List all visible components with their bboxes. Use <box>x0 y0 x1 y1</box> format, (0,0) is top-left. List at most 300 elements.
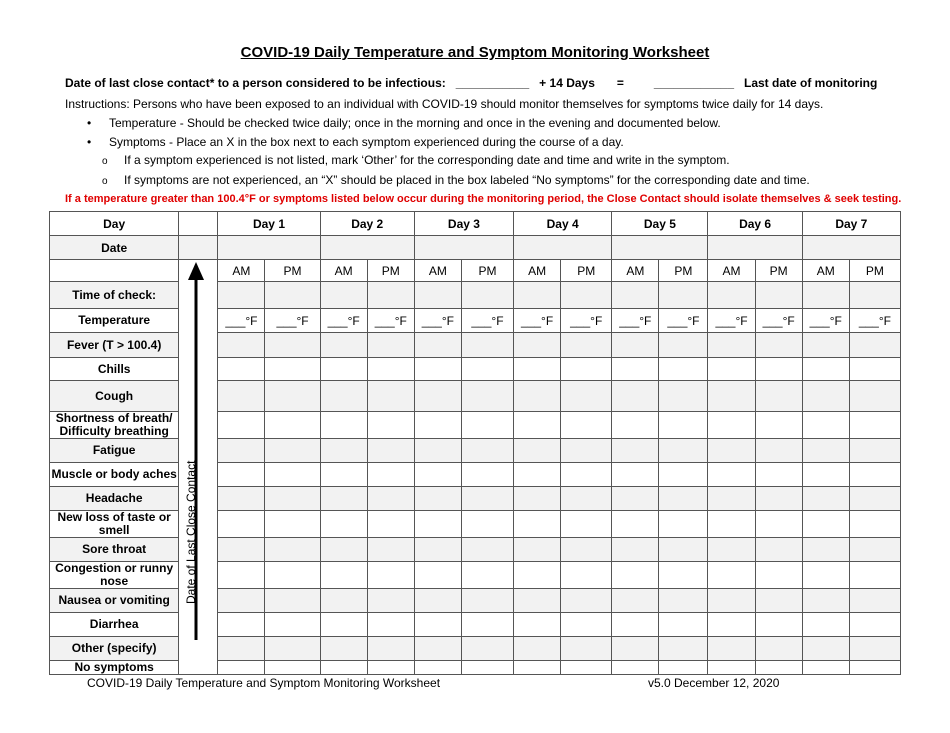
contact-line <box>65 76 877 90</box>
check-cell[interactable] <box>265 381 320 412</box>
check-cell[interactable] <box>612 487 659 511</box>
check-cell[interactable] <box>561 589 612 613</box>
last-contact-arrow-cell <box>179 260 218 675</box>
check-cell[interactable] <box>367 439 414 463</box>
check-cell[interactable] <box>659 412 708 439</box>
check-cell[interactable] <box>755 613 802 637</box>
check-cell[interactable] <box>461 358 513 381</box>
check-cell[interactable] <box>514 439 561 463</box>
check-cell[interactable] <box>461 333 513 358</box>
check-cell[interactable] <box>514 511 561 538</box>
check-cell[interactable] <box>755 637 802 661</box>
temperature-cell[interactable]: ___°F <box>514 309 561 333</box>
check-cell[interactable] <box>849 487 900 511</box>
check-cell[interactable] <box>612 381 659 412</box>
day-7-header: Day 7 <box>802 212 900 236</box>
temperature-cell[interactable]: ___°F <box>265 309 320 333</box>
check-cell[interactable] <box>612 511 659 538</box>
pm-label: PM <box>265 260 320 282</box>
row-label: Shortness of breath/ Difficulty breathing <box>50 412 179 439</box>
check-cell[interactable] <box>218 463 265 487</box>
table-row <box>50 538 901 562</box>
row-label: Diarrhea <box>50 613 179 637</box>
check-cell[interactable] <box>802 589 849 613</box>
table-row <box>50 309 901 333</box>
temperature-cell[interactable]: ___°F <box>802 309 849 333</box>
check-cell[interactable] <box>849 589 900 613</box>
check-cell[interactable] <box>802 661 849 675</box>
table-row <box>50 412 901 439</box>
check-cell[interactable] <box>320 661 367 675</box>
check-cell[interactable] <box>849 637 900 661</box>
check-cell[interactable] <box>320 637 367 661</box>
check-cell[interactable] <box>320 613 367 637</box>
date-input-day-4[interactable] <box>514 236 612 260</box>
check-cell[interactable] <box>461 538 513 562</box>
check-cell[interactable] <box>367 562 414 589</box>
check-cell[interactable] <box>802 487 849 511</box>
check-cell[interactable] <box>755 439 802 463</box>
check-cell[interactable] <box>849 661 900 675</box>
check-cell[interactable] <box>802 637 849 661</box>
check-cell[interactable] <box>320 562 367 589</box>
check-cell[interactable] <box>265 562 320 589</box>
check-cell[interactable] <box>561 637 612 661</box>
table-row <box>50 511 901 538</box>
check-cell[interactable] <box>414 487 461 511</box>
pm-label: PM <box>367 260 414 282</box>
check-cell[interactable] <box>367 358 414 381</box>
check-cell[interactable] <box>659 333 708 358</box>
temperature-cell[interactable]: ___°F <box>461 309 513 333</box>
check-cell[interactable] <box>708 589 755 613</box>
check-cell[interactable] <box>708 538 755 562</box>
check-cell[interactable] <box>849 613 900 637</box>
row-label: Congestion or runny nose <box>50 562 179 589</box>
check-cell[interactable] <box>659 562 708 589</box>
check-cell[interactable] <box>659 439 708 463</box>
check-cell[interactable] <box>659 487 708 511</box>
check-cell[interactable] <box>367 613 414 637</box>
check-cell[interactable] <box>708 487 755 511</box>
am-label: AM <box>708 260 755 282</box>
row-label: Other (specify) <box>50 637 179 661</box>
check-cell[interactable] <box>265 282 320 309</box>
check-cell[interactable] <box>612 637 659 661</box>
check-cell[interactable] <box>461 463 513 487</box>
check-cell[interactable] <box>612 562 659 589</box>
check-cell[interactable] <box>612 358 659 381</box>
check-cell[interactable] <box>612 589 659 613</box>
check-cell[interactable] <box>461 487 513 511</box>
check-cell[interactable] <box>612 613 659 637</box>
check-cell[interactable] <box>802 439 849 463</box>
check-cell[interactable] <box>265 613 320 637</box>
pm-label: PM <box>561 260 612 282</box>
check-cell[interactable] <box>561 613 612 637</box>
temperature-cell[interactable]: ___°F <box>612 309 659 333</box>
check-cell[interactable] <box>461 511 513 538</box>
table-row <box>50 463 901 487</box>
check-cell[interactable] <box>265 487 320 511</box>
row-label: Sore throat <box>50 538 179 562</box>
check-cell[interactable] <box>218 661 265 675</box>
row-label: Temperature <box>50 309 179 333</box>
check-cell[interactable] <box>755 282 802 309</box>
check-cell[interactable] <box>659 613 708 637</box>
last-date-blank[interactable]: ____________ <box>653 76 734 90</box>
check-cell[interactable] <box>514 661 561 675</box>
row-label: Muscle or body aches <box>50 463 179 487</box>
check-cell[interactable] <box>561 333 612 358</box>
row-label: New loss of taste or smell <box>50 511 179 538</box>
check-cell[interactable] <box>849 463 900 487</box>
check-cell[interactable] <box>514 538 561 562</box>
check-cell[interactable] <box>849 381 900 412</box>
check-cell[interactable] <box>320 412 367 439</box>
check-cell[interactable] <box>755 487 802 511</box>
check-cell[interactable] <box>218 589 265 613</box>
circle-bullet-icon: o <box>102 176 108 187</box>
check-cell[interactable] <box>514 282 561 309</box>
check-cell[interactable] <box>514 358 561 381</box>
table-row <box>50 637 901 661</box>
am-label: AM <box>802 260 849 282</box>
check-cell[interactable] <box>265 333 320 358</box>
row-label: Time of check: <box>50 282 179 309</box>
check-cell[interactable] <box>414 589 461 613</box>
check-cell[interactable] <box>612 412 659 439</box>
check-cell[interactable] <box>659 538 708 562</box>
pm-label: PM <box>849 260 900 282</box>
check-cell[interactable] <box>802 511 849 538</box>
check-cell[interactable] <box>708 439 755 463</box>
date-input-day-3[interactable] <box>414 236 513 260</box>
day-header-label: Day <box>50 212 179 236</box>
check-cell[interactable] <box>708 412 755 439</box>
check-cell[interactable] <box>367 333 414 358</box>
am-label: AM <box>612 260 659 282</box>
check-cell[interactable] <box>367 538 414 562</box>
check-cell[interactable] <box>320 282 367 309</box>
check-cell[interactable] <box>414 412 461 439</box>
last-date-label: Last date of monitoring <box>744 76 878 90</box>
check-cell[interactable] <box>561 412 612 439</box>
date-input-day-5[interactable] <box>612 236 708 260</box>
temperature-cell[interactable]: ___°F <box>755 309 802 333</box>
check-cell[interactable] <box>414 439 461 463</box>
check-cell[interactable] <box>320 381 367 412</box>
table-row <box>50 661 901 675</box>
check-cell[interactable] <box>265 637 320 661</box>
check-cell[interactable] <box>218 613 265 637</box>
check-cell[interactable] <box>561 381 612 412</box>
temperature-cell[interactable]: ___°F <box>218 309 265 333</box>
check-cell[interactable] <box>514 562 561 589</box>
check-cell[interactable] <box>708 358 755 381</box>
date-header-label: Date <box>50 236 179 260</box>
check-cell[interactable] <box>612 439 659 463</box>
check-cell[interactable] <box>802 463 849 487</box>
check-cell[interactable] <box>265 538 320 562</box>
am-label: AM <box>414 260 461 282</box>
check-cell[interactable] <box>514 487 561 511</box>
check-cell[interactable] <box>659 463 708 487</box>
check-cell[interactable] <box>659 511 708 538</box>
check-cell[interactable] <box>612 661 659 675</box>
check-cell[interactable] <box>561 358 612 381</box>
ampm-row <box>50 260 901 282</box>
check-cell[interactable] <box>755 538 802 562</box>
vertical-label-text: Date of Last Close Contact <box>184 460 199 604</box>
check-cell[interactable] <box>849 358 900 381</box>
check-cell[interactable] <box>802 282 849 309</box>
day-6-header: Day 6 <box>708 212 802 236</box>
table-row <box>50 589 901 613</box>
check-cell[interactable] <box>755 358 802 381</box>
am-label: AM <box>218 260 265 282</box>
check-cell[interactable] <box>414 463 461 487</box>
check-cell[interactable] <box>802 381 849 412</box>
monitoring-table <box>49 211 901 675</box>
check-cell[interactable] <box>367 381 414 412</box>
check-cell[interactable] <box>265 439 320 463</box>
check-cell[interactable] <box>218 333 265 358</box>
check-cell[interactable] <box>755 412 802 439</box>
footer-version: v5.0 December 12, 2020 <box>648 676 780 690</box>
check-cell[interactable] <box>659 381 708 412</box>
check-cell[interactable] <box>514 333 561 358</box>
sub-bullet-other: o If a symptom experienced is not listed, mark ‘Other’ for the corresponding date and time and write in the symptom. <box>102 153 730 167</box>
check-cell[interactable] <box>461 637 513 661</box>
check-cell[interactable] <box>514 381 561 412</box>
blank-label-cell <box>50 260 179 282</box>
check-cell[interactable] <box>708 661 755 675</box>
table-row <box>50 562 901 589</box>
check-cell[interactable] <box>218 487 265 511</box>
check-cell[interactable] <box>414 613 461 637</box>
check-cell[interactable] <box>561 538 612 562</box>
temperature-cell[interactable]: ___°F <box>849 309 900 333</box>
temperature-cell[interactable]: ___°F <box>367 309 414 333</box>
check-cell[interactable] <box>755 661 802 675</box>
check-cell[interactable] <box>849 439 900 463</box>
table-row <box>50 487 901 511</box>
check-cell[interactable] <box>367 589 414 613</box>
check-cell[interactable] <box>612 538 659 562</box>
day-header-row <box>50 212 901 236</box>
check-cell[interactable] <box>561 439 612 463</box>
check-cell[interactable] <box>265 358 320 381</box>
date-input-day-7[interactable] <box>802 236 900 260</box>
equals-sign: = <box>616 76 624 90</box>
date-input-day-2[interactable] <box>320 236 414 260</box>
check-cell[interactable] <box>218 381 265 412</box>
check-cell[interactable] <box>755 463 802 487</box>
table-row <box>50 333 901 358</box>
table-row <box>50 358 901 381</box>
temperature-cell[interactable]: ___°F <box>414 309 461 333</box>
check-cell[interactable] <box>561 562 612 589</box>
check-cell[interactable] <box>414 282 461 309</box>
check-cell[interactable] <box>708 282 755 309</box>
check-cell[interactable] <box>561 463 612 487</box>
bullet-icon: • <box>87 135 92 149</box>
check-cell[interactable] <box>414 511 461 538</box>
row-label: Fever (T > 100.4) <box>50 333 179 358</box>
check-cell[interactable] <box>265 511 320 538</box>
temperature-cell[interactable]: ___°F <box>708 309 755 333</box>
check-cell[interactable] <box>514 463 561 487</box>
check-cell[interactable] <box>849 333 900 358</box>
contact-date-blank[interactable]: ___________ <box>455 76 530 90</box>
check-cell[interactable] <box>708 381 755 412</box>
check-cell[interactable] <box>461 381 513 412</box>
check-cell[interactable] <box>265 661 320 675</box>
check-cell[interactable] <box>218 538 265 562</box>
row-label: Headache <box>50 487 179 511</box>
check-cell[interactable] <box>265 463 320 487</box>
check-cell[interactable] <box>414 661 461 675</box>
check-cell[interactable] <box>659 661 708 675</box>
check-cell[interactable] <box>708 511 755 538</box>
row-label: Nausea or vomiting <box>50 589 179 613</box>
check-cell[interactable] <box>218 439 265 463</box>
check-cell[interactable] <box>367 637 414 661</box>
check-cell[interactable] <box>414 333 461 358</box>
check-cell[interactable] <box>320 439 367 463</box>
check-cell[interactable] <box>659 358 708 381</box>
check-cell[interactable] <box>849 562 900 589</box>
check-cell[interactable] <box>320 463 367 487</box>
check-cell[interactable] <box>514 412 561 439</box>
check-cell[interactable] <box>849 412 900 439</box>
check-cell[interactable] <box>561 487 612 511</box>
check-cell[interactable] <box>414 358 461 381</box>
check-cell[interactable] <box>802 412 849 439</box>
check-cell[interactable] <box>414 562 461 589</box>
check-cell[interactable] <box>461 562 513 589</box>
date-row <box>50 236 901 260</box>
check-cell[interactable] <box>265 589 320 613</box>
check-cell[interactable] <box>802 562 849 589</box>
circle-bullet-icon: o <box>102 156 108 167</box>
check-cell[interactable] <box>612 282 659 309</box>
check-cell[interactable] <box>461 412 513 439</box>
check-cell[interactable] <box>659 282 708 309</box>
check-cell[interactable] <box>849 538 900 562</box>
temperature-cell[interactable]: ___°F <box>659 309 708 333</box>
sub-bullet-no-symptoms: o If symptoms are not experienced, an “X” should be placed in the box labeled “No symptoms” for the corresponding date and time. <box>102 173 810 187</box>
check-cell[interactable] <box>659 589 708 613</box>
check-cell[interactable] <box>659 637 708 661</box>
check-cell[interactable] <box>320 538 367 562</box>
table-row <box>50 282 901 309</box>
check-cell[interactable] <box>514 613 561 637</box>
row-label: Chills <box>50 358 179 381</box>
check-cell[interactable] <box>802 358 849 381</box>
am-label: AM <box>320 260 367 282</box>
contact-label: Date of last close contact* to a person considered to be infectious: <box>65 76 446 90</box>
temperature-cell[interactable]: ___°F <box>561 309 612 333</box>
check-cell[interactable] <box>755 333 802 358</box>
date-input-day-6[interactable] <box>708 236 802 260</box>
check-cell[interactable] <box>708 613 755 637</box>
check-cell[interactable] <box>320 333 367 358</box>
check-cell[interactable] <box>612 333 659 358</box>
check-cell[interactable] <box>802 613 849 637</box>
check-cell[interactable] <box>320 487 367 511</box>
check-cell[interactable] <box>367 463 414 487</box>
table-row <box>50 439 901 463</box>
check-cell[interactable] <box>755 562 802 589</box>
check-cell[interactable] <box>320 358 367 381</box>
check-cell[interactable] <box>461 613 513 637</box>
check-cell[interactable] <box>849 511 900 538</box>
plus-days: + 14 Days <box>539 76 595 90</box>
check-cell[interactable] <box>461 282 513 309</box>
date-contact-cell[interactable] <box>179 236 218 260</box>
check-cell[interactable] <box>367 511 414 538</box>
check-cell[interactable] <box>367 282 414 309</box>
check-cell[interactable] <box>367 661 414 675</box>
check-cell[interactable] <box>755 511 802 538</box>
check-cell[interactable] <box>414 381 461 412</box>
check-cell[interactable] <box>461 661 513 675</box>
check-cell[interactable] <box>461 439 513 463</box>
check-cell[interactable] <box>218 412 265 439</box>
check-cell[interactable] <box>218 358 265 381</box>
check-cell[interactable] <box>414 538 461 562</box>
pm-label: PM <box>461 260 513 282</box>
check-cell[interactable] <box>320 511 367 538</box>
check-cell[interactable] <box>755 589 802 613</box>
check-cell[interactable] <box>755 381 802 412</box>
check-cell[interactable] <box>612 463 659 487</box>
check-cell[interactable] <box>708 637 755 661</box>
pm-label: PM <box>755 260 802 282</box>
check-cell[interactable] <box>367 487 414 511</box>
check-cell[interactable] <box>561 661 612 675</box>
pm-label: PM <box>659 260 708 282</box>
check-cell[interactable] <box>414 637 461 661</box>
check-cell[interactable] <box>708 562 755 589</box>
check-cell[interactable] <box>367 412 414 439</box>
check-cell[interactable] <box>561 511 612 538</box>
check-cell[interactable] <box>265 412 320 439</box>
check-cell[interactable] <box>802 538 849 562</box>
check-cell[interactable] <box>514 589 561 613</box>
check-cell[interactable] <box>218 562 265 589</box>
check-cell[interactable] <box>218 511 265 538</box>
footer-title: COVID-19 Daily Temperature and Symptom Monitoring Worksheet <box>87 676 441 690</box>
check-cell[interactable] <box>320 589 367 613</box>
date-input-day-1[interactable] <box>218 236 320 260</box>
check-cell[interactable] <box>461 589 513 613</box>
check-cell[interactable] <box>708 463 755 487</box>
instructions: Instructions: Persons who have been exposed to an individual with COVID-19 should monitor themselves for symptoms twice daily for 14 days. <box>65 97 824 111</box>
check-cell[interactable] <box>218 282 265 309</box>
temperature-cell[interactable]: ___°F <box>320 309 367 333</box>
check-cell[interactable] <box>218 637 265 661</box>
check-cell[interactable] <box>708 333 755 358</box>
row-label: Cough <box>50 381 179 412</box>
am-label: AM <box>514 260 561 282</box>
check-cell[interactable] <box>514 637 561 661</box>
check-cell[interactable] <box>849 282 900 309</box>
check-cell[interactable] <box>561 282 612 309</box>
check-cell[interactable] <box>802 333 849 358</box>
